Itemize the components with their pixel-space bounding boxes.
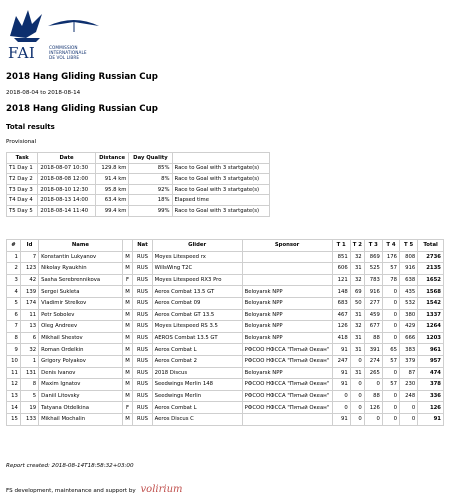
result-total: 1542 <box>418 297 444 309</box>
table-row <box>7 344 444 356</box>
result-sponsor <box>242 413 332 425</box>
result-sponsor: Beloyarsk NPP <box>242 286 332 298</box>
task-type: Race to Goal with 3 startgate(s) <box>172 184 270 195</box>
result-t1: 0 <box>332 390 350 402</box>
result-t3: 869 <box>364 251 382 263</box>
tasks-table <box>6 152 270 217</box>
task-date: 2018-08-10 12:30 <box>38 184 95 195</box>
result-t5: 435 <box>400 286 418 298</box>
task-distance: 95.8 km <box>95 184 129 195</box>
task-type: Race to Goal with 3 startgate(s) <box>172 163 270 174</box>
result-name: Daniil Litovsky <box>39 390 123 402</box>
result-t5: 230 <box>400 379 418 391</box>
result-sponsor: РФСОО НФССА "Пятый Океан" <box>242 390 332 402</box>
task-type: Elapsed time <box>172 195 270 206</box>
total-col-header: Total <box>418 240 444 252</box>
table-row <box>7 309 444 321</box>
result-id: 7 <box>20 251 38 263</box>
result-t2: 0 <box>350 413 364 425</box>
t3-col-header: T 3 <box>364 240 382 252</box>
result-glider: Moyes Litespeed RS 3.5 <box>152 321 242 333</box>
result-id: 123 <box>20 263 38 275</box>
result-id: 6 <box>20 332 38 344</box>
result-glider: Aeros Combat L <box>152 402 242 414</box>
result-t3: 459 <box>364 309 382 321</box>
result-nat: RUS <box>133 355 152 367</box>
result-nat: RUS <box>133 297 152 309</box>
result-t2: 31 <box>350 263 364 275</box>
result-name: Tatyana Otdelkina <box>39 402 123 414</box>
result-id: 32 <box>20 344 38 356</box>
result-name: Sergei Sukleta <box>39 286 123 298</box>
task-quality: 8% <box>129 174 172 185</box>
table-row <box>7 321 444 333</box>
result-nat: RUS <box>133 286 152 298</box>
id-col-header: Id <box>20 240 38 252</box>
result-t2: 0 <box>350 355 364 367</box>
result-t2: 31 <box>350 309 364 321</box>
table-row <box>7 263 444 275</box>
result-t4: 0 <box>382 402 399 414</box>
result-t4: 65 <box>382 344 399 356</box>
result-rank: 4 <box>7 286 21 298</box>
result-t1: 467 <box>332 309 350 321</box>
t2-col-header: T 2 <box>350 240 364 252</box>
result-id: 139 <box>20 286 38 298</box>
result-t3: 88 <box>364 390 382 402</box>
result-t5: 532 <box>400 297 418 309</box>
result-sponsor: Beloyarsk NPP <box>242 367 332 379</box>
result-t5: 0 <box>400 413 418 425</box>
table-row <box>7 402 444 414</box>
quality-col-header: Day Quality <box>129 153 172 164</box>
fai-logo <box>6 6 100 60</box>
date-range: 2018-08-04 to 2018-08-14 <box>6 90 81 96</box>
task-name: T2 Day 2 <box>7 174 38 185</box>
task-distance: 99.4 km <box>95 205 129 216</box>
result-t2: 69 <box>350 286 364 298</box>
result-sponsor: РФСОО НФССА "Пятый Океан" <box>242 344 332 356</box>
task-type: Race to Goal with 3 startgate(s) <box>172 174 270 185</box>
result-gender: M <box>122 379 133 391</box>
result-sponsor: РФСОО НФССА "Пятый Океан" <box>242 379 332 391</box>
result-nat: RUS <box>133 413 152 425</box>
result-t3: 677 <box>364 321 382 333</box>
result-t1: 91 <box>332 379 350 391</box>
result-total: 957 <box>418 355 444 367</box>
sponsor-col-header: Sponsor <box>242 240 332 252</box>
result-t3: 391 <box>364 344 382 356</box>
result-glider: Seedwings Merlin <box>152 390 242 402</box>
table-row <box>7 355 444 367</box>
status-label: Provisional <box>6 139 37 145</box>
hang-glider-icon <box>46 14 101 36</box>
result-t3: 88 <box>364 332 382 344</box>
result-rank: 11 <box>7 367 21 379</box>
result-t4: 0 <box>382 367 399 379</box>
result-t5: 87 <box>400 367 418 379</box>
table-row <box>7 367 444 379</box>
result-t4: 0 <box>382 413 399 425</box>
result-gender: M <box>122 355 133 367</box>
result-t3: 0 <box>364 379 382 391</box>
result-name: Vladimir Strelkov <box>39 297 123 309</box>
result-t5: 808 <box>400 251 418 263</box>
result-t5: 248 <box>400 390 418 402</box>
result-sponsor: РФСОО НФССА "Пятый Океан" <box>242 355 332 367</box>
task-col-header: Task <box>7 153 38 164</box>
result-gender: M <box>122 332 133 344</box>
volirium-logo[interactable]: volirium <box>140 484 183 495</box>
logo-subtitle: COMMISSION INTERNATIONALE DE VOL LIBRE <box>49 45 87 60</box>
result-glider: WillsWing T2C <box>152 263 242 275</box>
result-rank: 15 <box>7 413 21 425</box>
result-t2: 32 <box>350 251 364 263</box>
result-nat: RUS <box>133 332 152 344</box>
task-distance: 129.8 km <box>95 163 129 174</box>
task-row <box>7 184 270 195</box>
result-name: Oleg Andreev <box>39 321 123 333</box>
t5-col-header: T 5 <box>400 240 418 252</box>
result-gender: M <box>122 390 133 402</box>
distance-col-header: Distance <box>95 153 129 164</box>
task-name: T5 Day 5 <box>7 205 38 216</box>
task-row <box>7 195 270 206</box>
results-header-row <box>7 240 444 252</box>
result-sponsor <box>242 274 332 286</box>
result-t4: 0 <box>382 286 399 298</box>
result-t4: 176 <box>382 251 399 263</box>
result-gender: M <box>122 344 133 356</box>
results-body <box>7 251 444 425</box>
task-type: Race to Goal with 3 startgate(s) <box>172 205 270 216</box>
task-quality: 92% <box>129 184 172 195</box>
result-glider: Moyes Litespeed rx <box>152 251 242 263</box>
task-date: 2018-08-08 12:00 <box>38 174 95 185</box>
result-name: Roman Ordelkin <box>39 344 123 356</box>
result-sponsor <box>242 251 332 263</box>
result-t3: 274 <box>364 355 382 367</box>
result-id: 131 <box>20 367 38 379</box>
table-row <box>7 413 444 425</box>
table-row <box>7 297 444 309</box>
result-total: 1203 <box>418 332 444 344</box>
result-t2: 32 <box>350 321 364 333</box>
result-rank: 6 <box>7 309 21 321</box>
result-nat: RUS <box>133 309 152 321</box>
task-name: T1 Day 1 <box>7 163 38 174</box>
result-t5: 379 <box>400 355 418 367</box>
result-glider: 2018 Discus <box>152 367 242 379</box>
result-nat: RUS <box>133 274 152 286</box>
result-sponsor: РФСОО НФССА "Пятый Океан" <box>242 402 332 414</box>
result-gender: M <box>122 297 133 309</box>
result-total: 1264 <box>418 321 444 333</box>
result-t1: 606 <box>332 263 350 275</box>
result-name: Petr Sobolev <box>39 309 123 321</box>
result-t2: 31 <box>350 367 364 379</box>
result-gender: M <box>122 263 133 275</box>
result-gender: F <box>122 274 133 286</box>
table-row <box>7 274 444 286</box>
result-gender: M <box>122 367 133 379</box>
logo-text: FAI <box>8 44 36 62</box>
rank-col-header: # <box>7 240 21 252</box>
result-glider: AEROS Combat 13.5 GT <box>152 332 242 344</box>
result-t4: 78 <box>382 274 399 286</box>
result-total: 91 <box>418 413 444 425</box>
result-t4: 0 <box>382 297 399 309</box>
result-total: 961 <box>418 344 444 356</box>
result-t3: 126 <box>364 402 382 414</box>
result-rank: 3 <box>7 274 21 286</box>
t1-col-header: T 1 <box>332 240 350 252</box>
result-rank: 12 <box>7 379 21 391</box>
result-glider: Aeros Combat GT 13.5 <box>152 309 242 321</box>
task-row <box>7 174 270 185</box>
result-id: 19 <box>20 402 38 414</box>
result-t1: 91 <box>332 344 350 356</box>
result-gender: M <box>122 413 133 425</box>
result-t1: 418 <box>332 332 350 344</box>
result-nat: RUS <box>133 321 152 333</box>
result-nat: RUS <box>133 251 152 263</box>
result-id: 42 <box>20 274 38 286</box>
result-total: 378 <box>418 379 444 391</box>
page-title: 2018 Hang Gliding Russian Cup <box>6 72 158 82</box>
result-t4: 0 <box>382 390 399 402</box>
result-total: 1568 <box>418 286 444 298</box>
task-row <box>7 205 270 216</box>
task-quality: 99% <box>129 205 172 216</box>
result-name: Denis Ivanov <box>39 367 123 379</box>
task-quality: 18% <box>129 195 172 206</box>
result-id: 174 <box>20 297 38 309</box>
result-t1: 126 <box>332 321 350 333</box>
result-glider: Aeros Discus C <box>152 413 242 425</box>
result-name: Maxim Ignatov <box>39 379 123 391</box>
result-t5: 383 <box>400 344 418 356</box>
result-rank: 2 <box>7 263 21 275</box>
result-sponsor: Beloyarsk NPP <box>242 309 332 321</box>
table-row <box>7 332 444 344</box>
result-rank: 8 <box>7 332 21 344</box>
result-sponsor: Beloyarsk NPP <box>242 297 332 309</box>
result-total: 1337 <box>418 309 444 321</box>
result-t5: 380 <box>400 309 418 321</box>
result-id: 8 <box>20 379 38 391</box>
result-t3: 265 <box>364 367 382 379</box>
result-t3: 277 <box>364 297 382 309</box>
result-t1: 121 <box>332 274 350 286</box>
result-t4: 57 <box>382 263 399 275</box>
task-distance: 91.4 km <box>95 174 129 185</box>
result-id: 1 <box>20 355 38 367</box>
result-name: Mikhail Mochalin <box>39 413 123 425</box>
table-row <box>7 379 444 391</box>
result-t4: 57 <box>382 355 399 367</box>
table-row <box>7 390 444 402</box>
result-nat: RUS <box>133 344 152 356</box>
result-gender: M <box>122 309 133 321</box>
result-gender: M <box>122 251 133 263</box>
result-nat: RUS <box>133 402 152 414</box>
result-total: 1652 <box>418 274 444 286</box>
result-total: 2736 <box>418 251 444 263</box>
result-nat: RUS <box>133 379 152 391</box>
result-gender: F <box>122 402 133 414</box>
result-nat: RUS <box>133 263 152 275</box>
result-name: Nikolay Ryaukhin <box>39 263 123 275</box>
result-t2: 0 <box>350 390 364 402</box>
result-sponsor: Beloyarsk NPP <box>242 321 332 333</box>
result-t5: 638 <box>400 274 418 286</box>
result-rank: 9 <box>7 344 21 356</box>
result-t2: 50 <box>350 297 364 309</box>
results-heading: Total results <box>6 123 55 131</box>
result-t2: 32 <box>350 274 364 286</box>
t4-col-header: T 4 <box>382 240 399 252</box>
competition-title: 2018 Hang Gliding Russian Cup <box>6 104 158 114</box>
result-t3: 916 <box>364 286 382 298</box>
result-t4: 57 <box>382 379 399 391</box>
report-created: Report created: 2018-08-14T18:58:32+03:00 <box>6 463 134 469</box>
result-id: 13 <box>20 321 38 333</box>
footer-text: FS development, maintenance and support by <box>6 488 136 494</box>
result-glider: Aeros Combat L <box>152 344 242 356</box>
result-nat: RUS <box>133 390 152 402</box>
result-glider: Aeros Combat 09 <box>152 297 242 309</box>
name-col-header: Name <box>39 240 123 252</box>
result-t5: 916 <box>400 263 418 275</box>
result-rank: 14 <box>7 402 21 414</box>
result-total: 336 <box>418 390 444 402</box>
result-rank: 13 <box>7 390 21 402</box>
result-gender: M <box>122 286 133 298</box>
result-name: Konstantin Lukyanov <box>39 251 123 263</box>
glider-col-header: Glider <box>152 240 242 252</box>
result-rank: 7 <box>7 321 21 333</box>
result-name: Grigory Polyakov <box>39 355 123 367</box>
result-total: 474 <box>418 367 444 379</box>
task-row <box>7 163 270 174</box>
task-name: T4 Day 4 <box>7 195 38 206</box>
result-sponsor: Beloyarsk NPP <box>242 332 332 344</box>
table-row <box>7 286 444 298</box>
result-id: 11 <box>20 309 38 321</box>
result-total: 126 <box>418 402 444 414</box>
result-sponsor <box>242 263 332 275</box>
result-t1: 148 <box>332 286 350 298</box>
result-t1: 851 <box>332 251 350 263</box>
result-name: Sasha Serebrennikova <box>39 274 123 286</box>
tasks-header-row <box>7 153 270 164</box>
result-gender: M <box>122 321 133 333</box>
result-t4: 0 <box>382 321 399 333</box>
table-row <box>7 251 444 263</box>
result-glider: Moyes Litespeed RX3 Pro <box>152 274 242 286</box>
task-date: 2018-08-13 14:00 <box>38 195 95 206</box>
results-table <box>6 239 444 426</box>
result-t1: 247 <box>332 355 350 367</box>
result-t2: 31 <box>350 344 364 356</box>
result-glider: Aeros Combat 13.5 GT <box>152 286 242 298</box>
result-t5: 429 <box>400 321 418 333</box>
result-rank: 5 <box>7 297 21 309</box>
result-name: Mikhail Shestov <box>39 332 123 344</box>
task-name: T3 Day 3 <box>7 184 38 195</box>
result-t5: 666 <box>400 332 418 344</box>
result-t1: 91 <box>332 413 350 425</box>
result-t4: 0 <box>382 309 399 321</box>
result-t2: 0 <box>350 379 364 391</box>
result-t1: 683 <box>332 297 350 309</box>
result-t2: 0 <box>350 402 364 414</box>
result-rank: 1 <box>7 251 21 263</box>
result-t3: 0 <box>364 413 382 425</box>
task-date: 2018-08-07 10:30 <box>38 163 95 174</box>
gender-col-header <box>122 240 133 252</box>
result-t3: 783 <box>364 274 382 286</box>
result-t1: 0 <box>332 402 350 414</box>
result-glider: Seedwings Merlin 148 <box>152 379 242 391</box>
task-date: 2018-08-14 11:40 <box>38 205 95 216</box>
result-total: 2135 <box>418 263 444 275</box>
type-col-header <box>172 153 270 164</box>
result-t5: 0 <box>400 402 418 414</box>
nat-col-header: Nat <box>133 240 152 252</box>
result-t3: 525 <box>364 263 382 275</box>
result-t2: 31 <box>350 332 364 344</box>
result-t4: 0 <box>382 332 399 344</box>
task-distance: 63.4 km <box>95 195 129 206</box>
result-id: 5 <box>20 390 38 402</box>
result-id: 133 <box>20 413 38 425</box>
result-glider: Aeros Combat 2 <box>152 355 242 367</box>
result-rank: 10 <box>7 355 21 367</box>
result-nat: RUS <box>133 367 152 379</box>
date-col-header: Date <box>38 153 95 164</box>
task-quality: 85% <box>129 163 172 174</box>
result-t1: 91 <box>332 367 350 379</box>
footer <box>6 484 183 495</box>
